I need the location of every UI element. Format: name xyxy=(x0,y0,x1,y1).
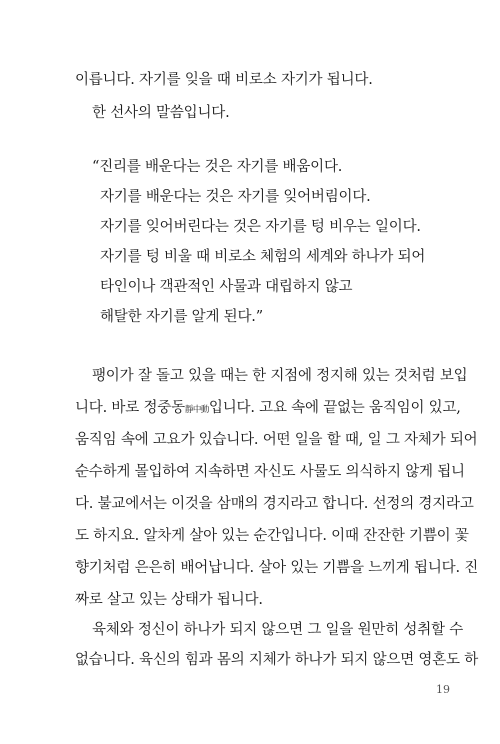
hanja-annotation: 靜中動 xyxy=(184,405,209,415)
quote-line: 자기를 텅 비울 때 비로소 체험의 세계와 하나가 되어 xyxy=(100,249,426,265)
text-line: 짜로 살고 있는 상태가 됩니다. xyxy=(75,592,263,608)
text-segment: 니다. 바로 정중동 xyxy=(75,400,185,416)
text-line: 이릅니다. 자기를 잊을 때 비로소 자기가 됩니다. xyxy=(75,72,373,88)
text-segment: 입니다. 고요 속에 끝없는 움직임이 있고, xyxy=(208,400,461,416)
text-line: 팽이가 잘 돌고 있을 때는 한 지점에 정지해 있는 것처럼 보입 xyxy=(92,368,468,384)
text-line: 한 선사의 말씀입니다. xyxy=(92,105,230,121)
quote-line: 자기를 잊어버린다는 것은 자기를 텅 비우는 일이다. xyxy=(100,219,421,235)
quote-line: 자기를 배운다는 것은 자기를 잊어버림이다. xyxy=(100,189,371,205)
text-line: 도 하지요. 알차게 살아 있는 순간입니다. 이때 잔잔한 기쁨이 꽃 xyxy=(75,528,469,544)
text-line: 육체와 정신이 하나가 되지 않으면 그 일을 원만히 성취할 수 xyxy=(92,622,464,638)
quote-line: 타인이나 객관적인 사물과 대립하지 않고 xyxy=(100,279,353,295)
text-line: 순수하게 몰입하여 지속하면 자신도 사물도 의식하지 않게 됩니 xyxy=(75,464,465,480)
text-line: 움직임 속에 고요가 있습니다. 어떤 일을 할 때, 일 그 자체가 되어 xyxy=(75,432,478,448)
quote-line: “진리를 배운다는 것은 자기를 배움이다. xyxy=(92,159,343,175)
text-line: 다. 불교에서는 이것을 삼매의 경지라고 합니다. 선정의 경지라고 xyxy=(75,496,474,512)
page-number: 19 xyxy=(436,683,450,696)
quote-line: 해탈한 자기를 알게 된다.” xyxy=(100,309,263,325)
text-line-with-hanja xyxy=(75,398,461,420)
text-line: 향기처럼 은은히 배어납니다. 살아 있는 기쁨을 느끼게 됩니다. 진 xyxy=(75,560,479,576)
text-line: 없습니다. 육신의 힘과 몸의 지체가 하나가 되지 않으면 영혼도 하 xyxy=(75,652,479,668)
